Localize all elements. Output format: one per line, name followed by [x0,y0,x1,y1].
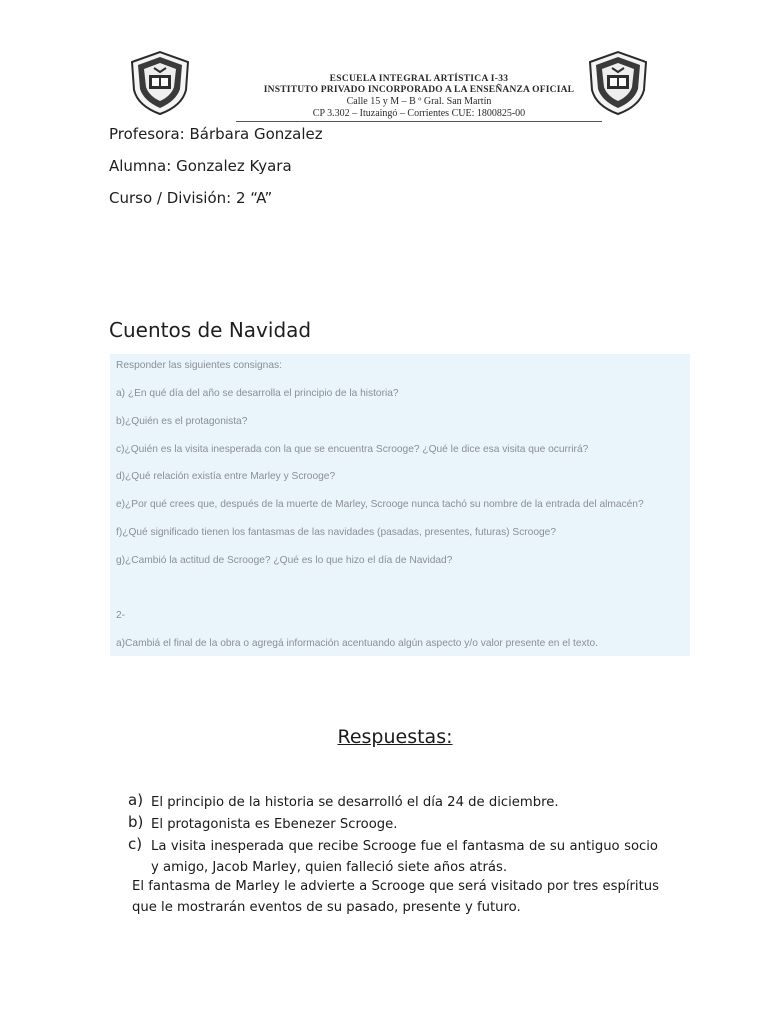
task-intro: Responder las siguientes consignas: [116,360,282,371]
school-seal-icon [584,50,652,116]
course-line: Curso / División: 2 “A” [109,189,273,207]
task-f: f)¿Qué significado tienen los fantasmas de las navidades (pasadas, presentes, futuras) Scrooge? [116,527,557,538]
answers-list [128,792,658,879]
assignment-image [110,354,690,656]
school-postal-info: CP 3.302 – Ituzaingó – Corrientes CUE: 1800825-00 [312,108,526,119]
answer-text: El principio de la historia se desarrolló el día 24 de diciembre. [151,795,559,810]
answers-title: Respuestas: [337,726,453,748]
answer-text: La visita inesperada que recibe Scrooge fue el fantasma de su antiguo socio y amigo, Jacob Marley, quien falleció siete años atrás. [151,839,658,875]
letterhead-divider [236,121,602,122]
task-d: d)¿Qué relación existía entre Marley y Scrooge? [116,471,336,482]
school-seal-icon [126,50,194,116]
task-a: a) ¿En qué día del año se desarrolla el principio de la historia? [116,388,399,399]
list-item [128,792,658,813]
answer-text: El protagonista es Ebenezer Scrooge. [151,817,398,832]
list-marker: a) [128,791,144,809]
list-item [128,814,658,835]
task-c: c)¿Quién es la visita inesperada con la que se encuentra Scrooge? ¿Qué le dice esa visita que ocurrirá? [116,444,589,455]
school-name: ESCUELA INTEGRAL ARTÍSTICA I-33 [329,74,509,84]
task-g: g)¿Cambió la actitud de Scrooge? ¿Qué es lo que hizo el día de Navidad? [116,555,453,566]
task-part2-a: a)Cambiá el final de la obra o agregá información acentuando algún aspecto y/o valor presente en el texto. [116,638,598,649]
task-e: e)¿Por qué crees que, después de la muerte de Marley, Scrooge nunca tachó su nombre de la entrada del almacén? [116,499,644,510]
list-item [128,836,658,878]
task-b: b)¿Quién es el protagonista? [116,416,248,427]
task-part2: 2- [116,610,126,621]
institute-name: INSTITUTO PRIVADO INCORPORADO A LA ENSEÑANZA OFICIAL [263,85,575,95]
list-marker: c) [128,835,143,853]
student-line: Alumna: Gonzalez Kyara [109,157,292,175]
school-address: Calle 15 y M – B º Gral. San Martín [346,96,492,107]
answer-continuation: El fantasma de Marley le advierte a Scrooge que será visitado por tres espíritus que le mostrarán eventos de su pasado, presente y futuro. [132,879,659,915]
letterhead [236,74,602,120]
teacher-line: Profesora: Bárbara Gonzalez [109,125,323,143]
section-title: Cuentos de Navidad [109,318,312,342]
list-marker: b) [128,813,144,831]
